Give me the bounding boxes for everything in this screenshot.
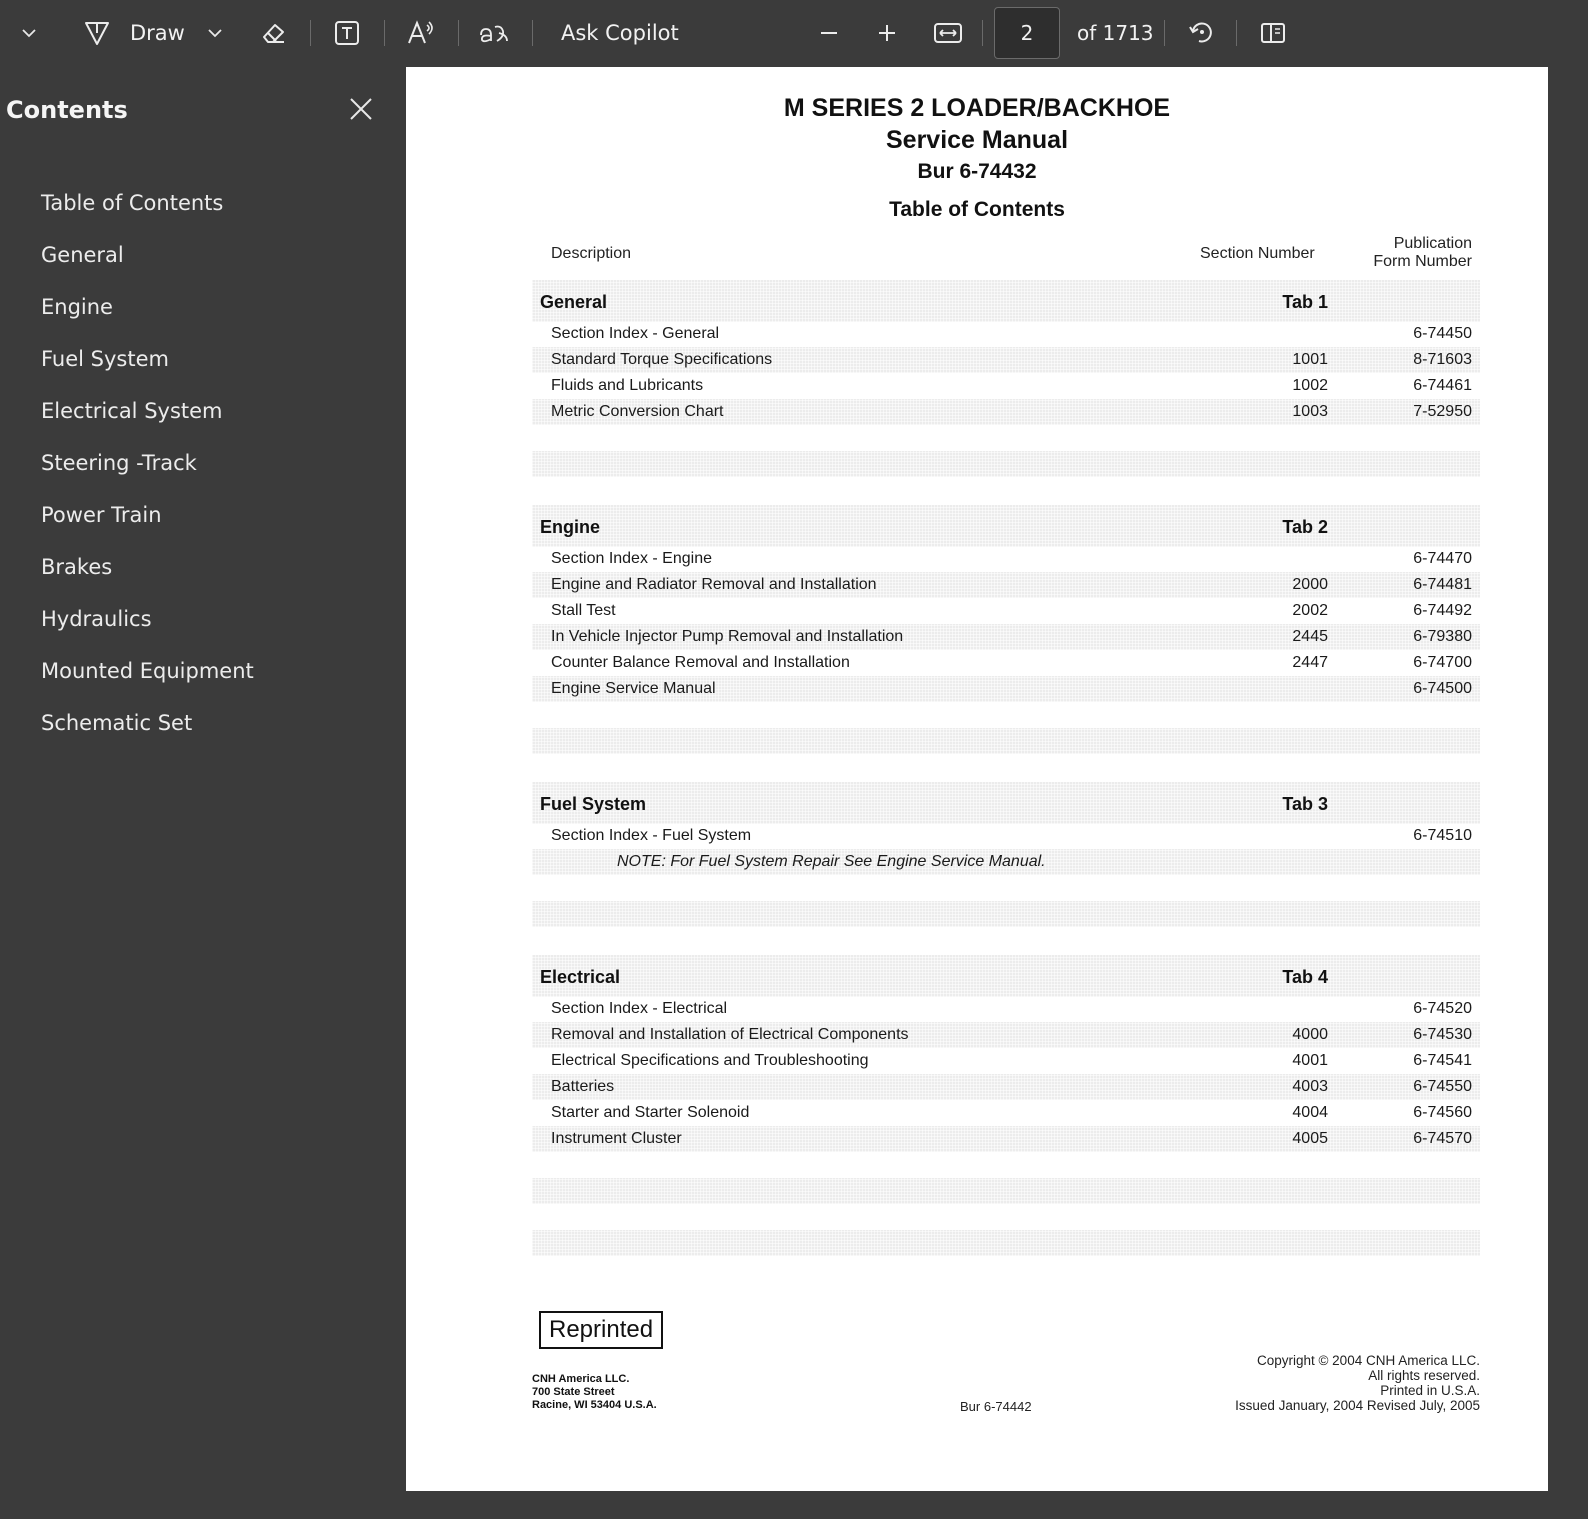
table-row[interactable] [532, 399, 1480, 425]
shaded-band [532, 1230, 1480, 1256]
sidebar-item-brakes[interactable]: Brakes [41, 555, 113, 579]
row-publication-number: 6-74510 [1413, 827, 1472, 844]
rotate-icon[interactable] [1186, 18, 1216, 48]
row-publication-number: 6-74481 [1413, 576, 1472, 593]
section-tab: Tab 4 [1282, 967, 1328, 987]
row-description: In Vehicle Injector Pump Removal and Installation [551, 628, 904, 645]
table-row[interactable] [532, 650, 1480, 676]
table-row[interactable] [532, 676, 1480, 702]
column-header-section-number: Section Number [1200, 245, 1315, 262]
section-name: Fuel System [540, 794, 647, 814]
toolbar-separator [1164, 20, 1165, 46]
table-row[interactable] [532, 572, 1480, 598]
section-name: Engine [540, 517, 601, 537]
column-header-description: Description [551, 245, 632, 262]
page-number-input[interactable]: 2 [994, 7, 1060, 59]
column-header-publication-line1: Publication [1393, 235, 1472, 252]
translate-icon[interactable] [476, 18, 512, 48]
doc-subtitle: Service Manual [885, 126, 1069, 154]
row-description: Batteries [551, 1078, 615, 1095]
sidebar-item-steering-track[interactable]: Steering -Track [41, 451, 197, 475]
sidebar-item-fuel-system[interactable]: Fuel System [41, 347, 169, 371]
row-publication-number: 6-74520 [1413, 1000, 1472, 1017]
row-section-number: 4003 [1292, 1078, 1328, 1095]
sidebar-item-general[interactable]: General [41, 243, 124, 267]
chevron-down-icon[interactable] [18, 22, 40, 44]
reprinted-stamp: Reprinted [539, 1311, 663, 1349]
section-tab: Tab 3 [1282, 794, 1328, 814]
section-name: Electrical [540, 967, 621, 987]
row-publication-number: 6-74700 [1413, 654, 1472, 671]
draw-icon[interactable] [82, 18, 112, 48]
row-publication-number: 6-74550 [1413, 1078, 1472, 1095]
copyright-line-1: Copyright © 2004 CNH America LLC. [1256, 1353, 1480, 1368]
toolbar-separator [458, 20, 459, 46]
read-aloud-icon[interactable] [405, 18, 439, 48]
table-row[interactable] [532, 321, 1480, 347]
address-line-1: CNH America LLC. [532, 1373, 630, 1385]
row-publication-number: 6-74461 [1413, 377, 1472, 394]
table-row[interactable] [532, 598, 1480, 624]
draw-options-chevron-icon[interactable] [204, 22, 226, 44]
section-heading-electrical [532, 955, 1480, 997]
section-name: General [540, 292, 608, 312]
row-description: Counter Balance Removal and Installation [551, 654, 850, 671]
row-publication-number: 6-74560 [1413, 1104, 1472, 1121]
row-description: Removal and Installation of Electrical Components [551, 1026, 909, 1043]
row-publication-number: 6-74500 [1413, 680, 1472, 697]
row-publication-number: 6-74530 [1413, 1026, 1472, 1043]
doc-title: M SERIES 2 LOADER/BACKHOE [783, 94, 1171, 122]
toolbar-separator [1236, 20, 1237, 46]
address-line-2: 700 State Street [532, 1386, 615, 1398]
doc-bur-number: Bur 6-74432 [917, 160, 1037, 183]
table-row[interactable] [532, 1100, 1480, 1126]
row-section-number: 4000 [1292, 1026, 1328, 1043]
sidebar-item-schematic-set[interactable]: Schematic Set [41, 711, 193, 735]
row-description: Electrical Specifications and Troubleshooting [551, 1052, 869, 1069]
table-row[interactable] [532, 373, 1480, 399]
toolbar [0, 0, 1588, 66]
row-publication-number: 6-74570 [1413, 1130, 1472, 1147]
row-publication-number: 7-52950 [1413, 403, 1472, 420]
zoom-out-icon[interactable] [816, 20, 842, 46]
zoom-in-icon[interactable] [874, 20, 900, 46]
row-description: Section Index - Electrical [551, 1000, 728, 1017]
row-description: Section Index - Engine [551, 550, 712, 567]
sidebar-item-mounted-equipment[interactable]: Mounted Equipment [41, 659, 254, 683]
table-row[interactable] [532, 1048, 1480, 1074]
shaded-band [532, 901, 1480, 927]
row-publication-number: 6-79380 [1413, 628, 1472, 645]
section-tab: Tab 1 [1282, 292, 1328, 312]
row-publication-number: 6-74470 [1413, 550, 1472, 567]
table-row[interactable] [532, 1126, 1480, 1152]
sidebar-item-table-of-contents[interactable]: Table of Contents [41, 191, 224, 215]
close-icon[interactable] [348, 96, 374, 122]
row-section-number: 4004 [1292, 1104, 1328, 1121]
toolbar-separator [532, 20, 533, 46]
table-row[interactable] [532, 1074, 1480, 1100]
draw-button[interactable]: Draw [130, 21, 185, 45]
fit-width-icon[interactable] [932, 18, 964, 48]
toolbar-separator [982, 20, 983, 46]
column-header-publication [1366, 235, 1480, 271]
row-section-number: 2447 [1292, 654, 1328, 671]
table-row[interactable] [532, 546, 1480, 572]
row-section-number: 2445 [1292, 628, 1328, 645]
footer-bur-number: Bur 6-74442 [960, 1399, 1032, 1414]
shaded-band [532, 451, 1480, 477]
row-description: Engine and Radiator Removal and Installation [551, 576, 877, 593]
table-row[interactable] [532, 823, 1480, 849]
viewer-background [406, 1491, 1588, 1519]
row-section-number: 1001 [1292, 351, 1328, 368]
table-row[interactable] [532, 347, 1480, 373]
fuel-system-note: NOTE: For Fuel System Repair See Engine Service Manual. [617, 853, 1046, 870]
table-row[interactable] [532, 1022, 1480, 1048]
row-section-number: 4001 [1292, 1052, 1328, 1069]
row-description: Standard Torque Specifications [551, 351, 773, 368]
eraser-icon[interactable] [258, 18, 288, 48]
row-description: Starter and Starter Solenoid [551, 1104, 750, 1121]
section-heading-general [532, 280, 1480, 322]
table-row[interactable] [532, 624, 1480, 650]
section-heading-engine [532, 505, 1480, 547]
text-box-icon[interactable] [332, 18, 362, 48]
address-line-3: Racine, WI 53404 U.S.A. [532, 1399, 657, 1411]
row-section-number: 1003 [1292, 403, 1328, 420]
row-publication-number: 6-74541 [1413, 1052, 1472, 1069]
row-publication-number: 6-74492 [1413, 602, 1472, 619]
row-section-number: 2002 [1292, 602, 1328, 619]
scroll-gutter[interactable] [1548, 67, 1588, 1491]
sidebar-item-hydraulics[interactable]: Hydraulics [41, 607, 152, 631]
doc-toc-heading: Table of Contents [889, 198, 1065, 221]
row-section-number: 2000 [1292, 576, 1328, 593]
ask-copilot-button[interactable]: Ask Copilot [561, 21, 679, 45]
page-total: of 1713 [1077, 21, 1154, 45]
row-publication-number: 6-74450 [1413, 325, 1472, 342]
document-page [406, 67, 1548, 1491]
row-section-number: 4005 [1292, 1130, 1328, 1147]
row-description: Section Index - Fuel System [551, 827, 752, 844]
shaded-band [532, 1178, 1480, 1204]
page-view-icon[interactable] [1258, 18, 1288, 48]
sidebar-title: Contents [6, 96, 128, 124]
contents-sidebar [0, 66, 405, 1519]
row-description: Metric Conversion Chart [551, 403, 724, 420]
row-publication-number: 8-71603 [1413, 351, 1472, 368]
copyright-line-2: All rights reserved. [1368, 1368, 1480, 1383]
table-row[interactable] [532, 996, 1480, 1022]
row-description: Section Index - General [551, 325, 720, 342]
row-description: Instrument Cluster [551, 1130, 682, 1147]
copyright-line-4: Issued January, 2004 Revised July, 2005 [1235, 1398, 1480, 1413]
toolbar-separator [384, 20, 385, 46]
copyright-line-3: Printed in U.S.A. [1380, 1383, 1480, 1398]
sidebar-item-electrical-system[interactable]: Electrical System [41, 399, 223, 423]
row-section-number: 1002 [1292, 377, 1328, 394]
sidebar-item-power-train[interactable]: Power Train [41, 503, 162, 527]
section-heading-fuel-system [532, 782, 1480, 824]
section-tab: Tab 2 [1282, 517, 1328, 537]
row-description: Stall Test [551, 602, 616, 619]
row-description: Engine Service Manual [551, 680, 716, 697]
column-header-publication-line2: Form Number [1373, 253, 1472, 270]
shaded-band [532, 728, 1480, 754]
sidebar-item-engine[interactable]: Engine [41, 295, 113, 319]
toolbar-separator [310, 20, 311, 46]
row-description: Fluids and Lubricants [551, 377, 704, 394]
